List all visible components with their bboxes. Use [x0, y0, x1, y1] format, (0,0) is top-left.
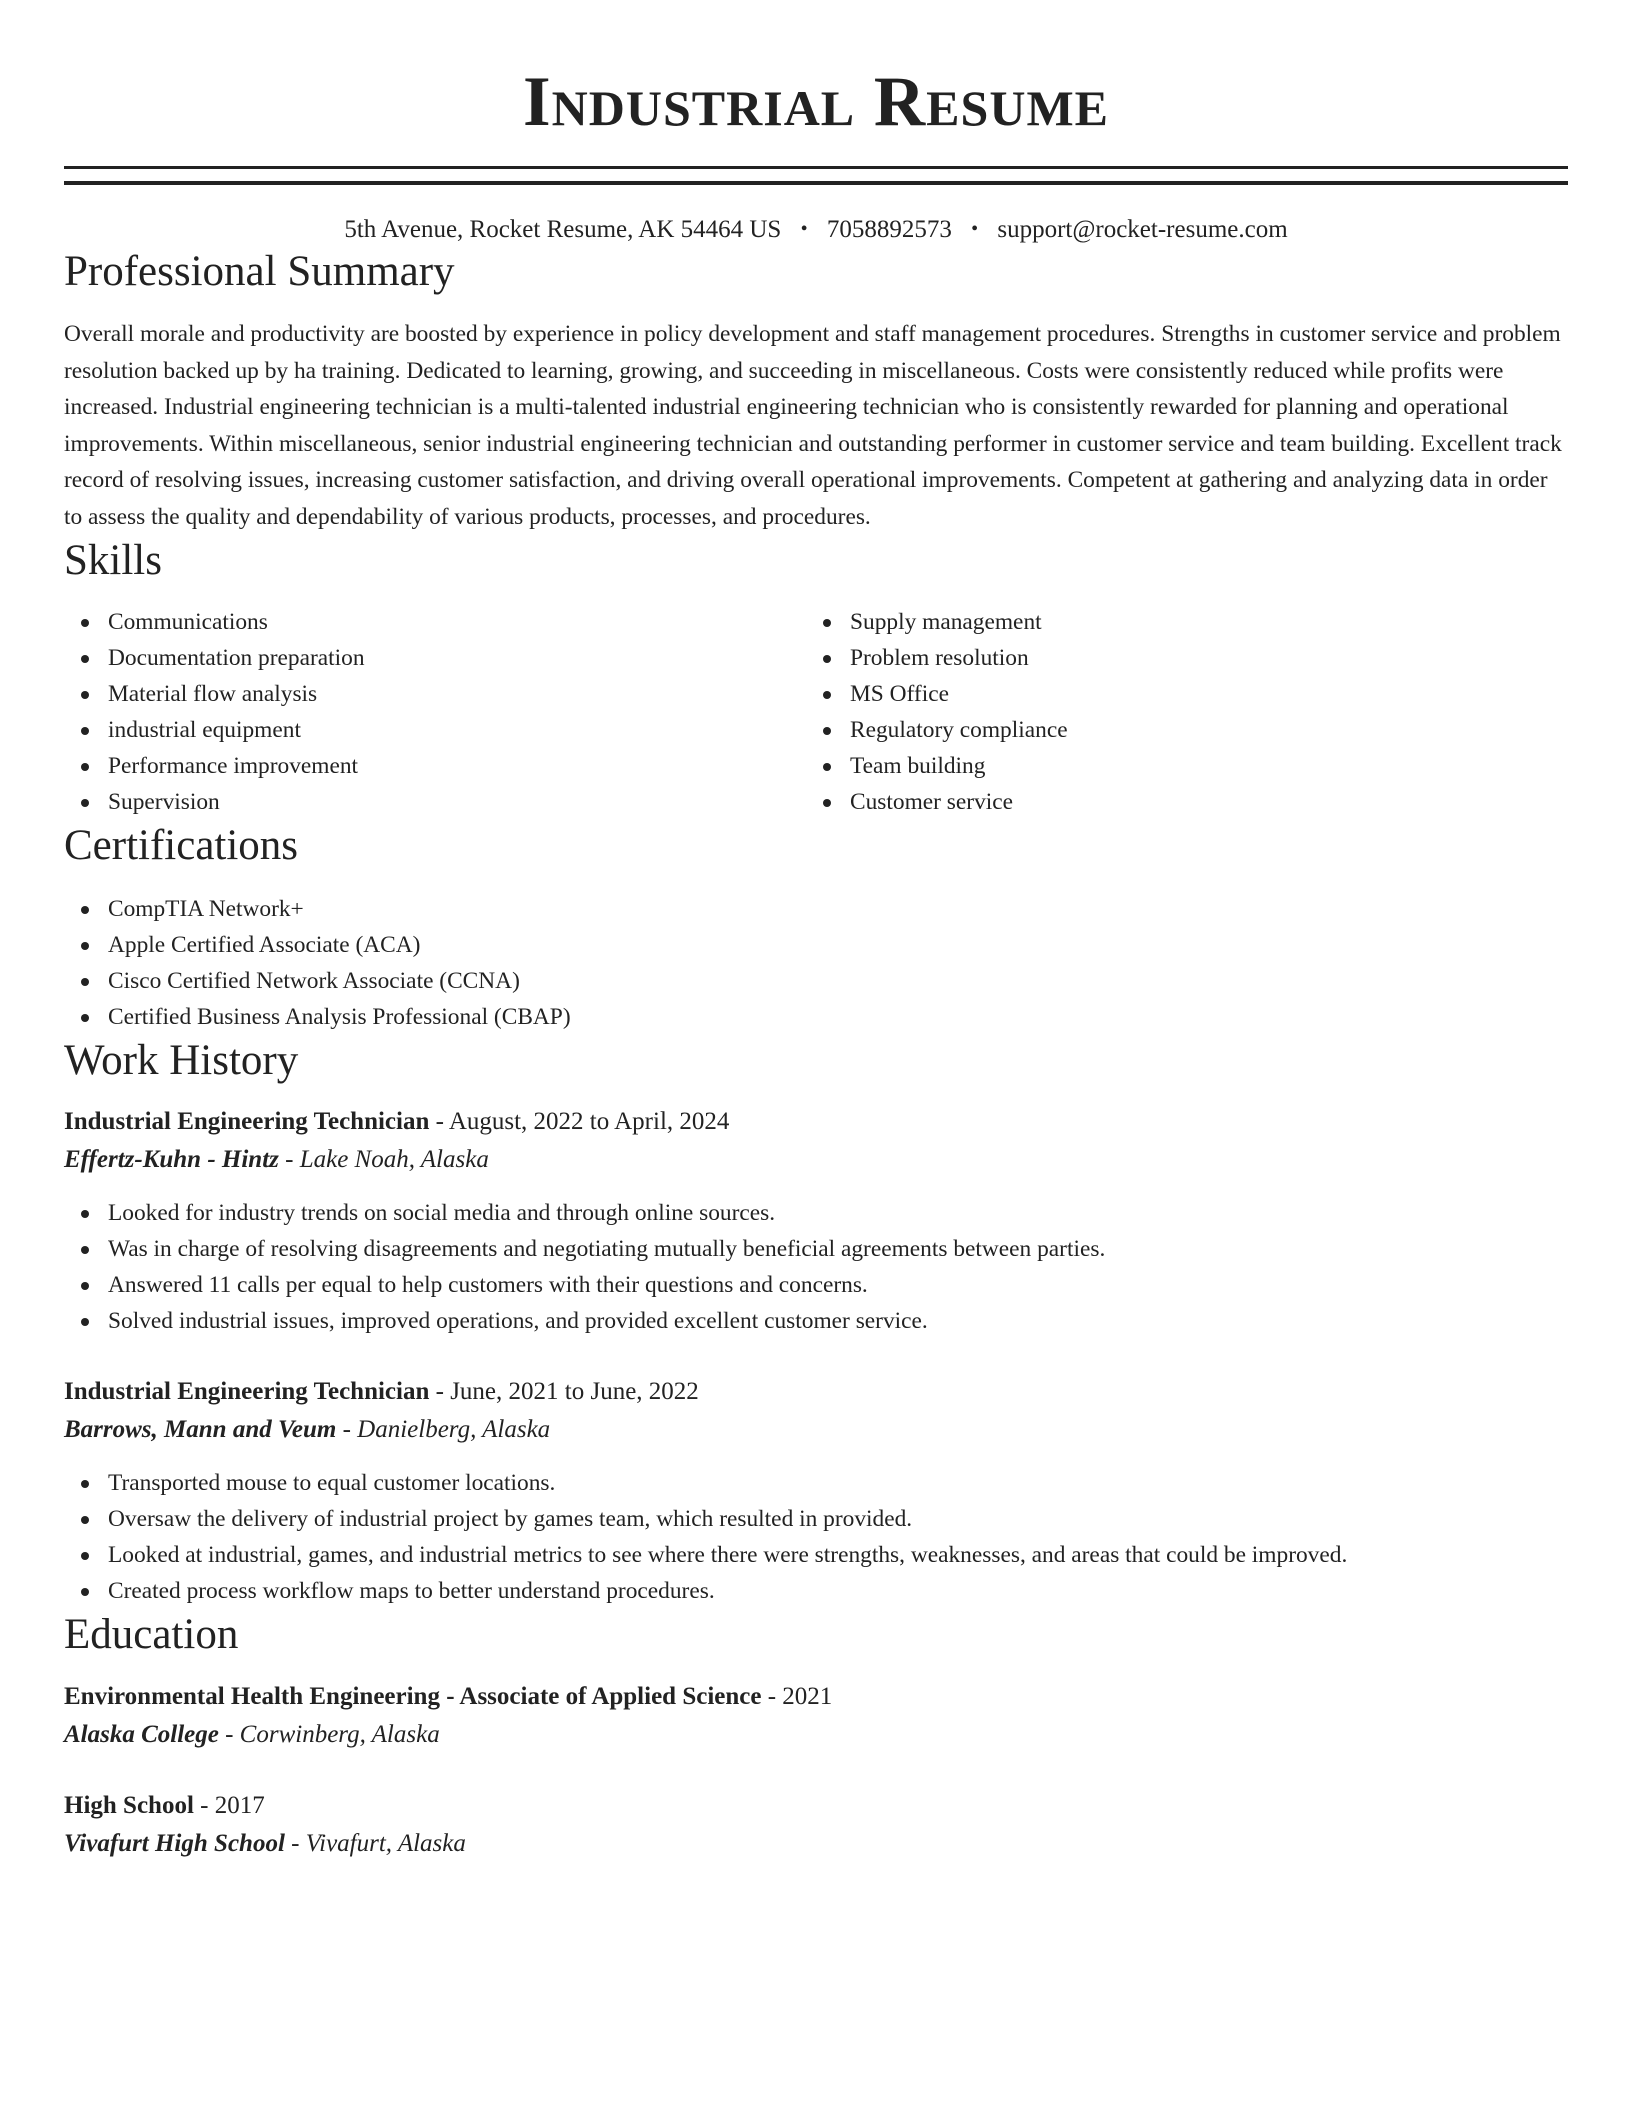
skill-item: Supervision — [108, 784, 806, 820]
skill-item: Performance improvement — [108, 748, 806, 784]
header-divider — [64, 166, 1568, 185]
resume-name: Industrial Resume — [523, 63, 1109, 141]
contact-email: support@rocket-resume.com — [997, 216, 1288, 243]
certification-item: CompTIA Network+ — [108, 891, 1568, 927]
skills-list-left — [64, 604, 806, 820]
certification-item: Cisco Certified Network Associate (CCNA) — [108, 963, 1568, 999]
education-school-line — [64, 1825, 1568, 1863]
summary-text: Overall morale and productivity are boosted by experience in policy development and staff management procedures. Strengths in customer service and problem resolution backed up by ha training. Dedicated to learning, growing, and succeeding in miscellaneous. Costs were consistently reduced while profits were increased. Industrial engineering technician is a multi-talented industrial engineering technician who is consistently rewarded for planning and operational improvements. Within miscellaneous, senior industrial engineering technician and outstanding performer in customer service and team building. Excellent track record of resolving issues, increasing customer satisfaction, and driving overall operational improvements. Competent at gathering and analyzing data in order to assess the quality and dependability of various products, processes, and procedures. — [64, 321, 1562, 530]
job-duty-item: Solved industrial issues, improved operations, and provided excellent customer service. — [108, 1303, 1568, 1339]
certification-item: Certified Business Analysis Professional (CBAP) — [108, 999, 1568, 1035]
job-entry — [64, 1373, 1568, 1609]
education-school-line — [64, 1716, 1568, 1754]
contact-line — [64, 213, 1568, 246]
education-heading: Education — [64, 1611, 239, 1658]
skill-item: industrial equipment — [108, 712, 806, 748]
job-dates: - August, 2022 to April, 2024 — [429, 1108, 730, 1135]
job-position: Industrial Engineering Technician — [64, 1108, 430, 1135]
education-degree: Environmental Health Engineering - Associate of Applied Science — [64, 1683, 762, 1710]
education-entry — [64, 1787, 1568, 1863]
education-school: Alaska College — [64, 1721, 219, 1748]
job-duty-item: Looked at industrial, games, and industrial metrics to see where there were strengths, weaknesses, and areas that could be improved. — [108, 1537, 1568, 1573]
skill-item: Material flow analysis — [108, 676, 806, 712]
skill-item: Problem resolution — [850, 640, 1568, 676]
certifications-list — [64, 891, 1568, 1035]
job-duty-item: Looked for industry trends on social media and through online sources. — [108, 1195, 1568, 1231]
education-degree-line — [64, 1678, 1568, 1716]
education-degree: High School — [64, 1792, 194, 1819]
certifications-heading: Certifications — [64, 822, 299, 869]
job-duty-item: Was in charge of resolving disagreements and negotiating mutually beneficial agreements between parties. — [108, 1231, 1568, 1267]
education-year: - 2021 — [761, 1683, 833, 1710]
job-duties-list — [64, 1465, 1568, 1609]
education-degree-line — [64, 1787, 1568, 1825]
job-dates: - June, 2021 to June, 2022 — [429, 1378, 699, 1405]
job-title-line — [64, 1103, 1568, 1141]
job-duty-item: Transported mouse to equal customer locations. — [108, 1465, 1568, 1501]
skills-grid — [64, 604, 1568, 820]
job-duty-item: Answered 11 calls per equal to help customers with their questions and concerns. — [108, 1267, 1568, 1303]
skills-list-right — [806, 604, 1568, 820]
skill-item: Documentation preparation — [108, 640, 806, 676]
contact-separator: • — [800, 218, 808, 240]
contact-phone: 7058892573 — [826, 216, 952, 243]
job-company: Effertz-Kuhn - Hintz — [64, 1146, 279, 1173]
job-title-line — [64, 1373, 1568, 1411]
skill-item: Regulatory compliance — [850, 712, 1568, 748]
education-location: - Corwinberg, Alaska — [218, 1721, 440, 1748]
skill-item: Customer service — [850, 784, 1568, 820]
job-position: Industrial Engineering Technician — [64, 1378, 430, 1405]
summary-heading: Professional Summary — [64, 248, 455, 295]
job-duty-item: Oversaw the delivery of industrial project by games team, which resulted in provided. — [108, 1501, 1568, 1537]
contact-address: 5th Avenue, Rocket Resume, AK 54464 US — [344, 216, 782, 243]
contact-separator: • — [971, 218, 979, 240]
job-duty-item: Created process workflow maps to better understand procedures. — [108, 1573, 1568, 1609]
skill-item: Supply management — [850, 604, 1568, 640]
job-duties-list — [64, 1195, 1568, 1339]
skill-item: Communications — [108, 604, 806, 640]
job-company-line — [64, 1141, 1568, 1179]
education-location: - Vivafurt, Alaska — [284, 1830, 466, 1857]
certification-item: Apple Certified Associate (ACA) — [108, 927, 1568, 963]
job-company-line — [64, 1411, 1568, 1449]
job-location: - Danielberg, Alaska — [336, 1416, 551, 1443]
education-school: Vivafurt High School — [64, 1830, 285, 1857]
work-history-heading: Work History — [64, 1037, 299, 1084]
job-location: - Lake Noah, Alaska — [278, 1146, 489, 1173]
education-entry — [64, 1678, 1568, 1754]
skills-heading: Skills — [64, 537, 162, 584]
job-entry — [64, 1103, 1568, 1339]
skill-item: Team building — [850, 748, 1568, 784]
job-company: Barrows, Mann and Veum — [64, 1416, 337, 1443]
skill-item: MS Office — [850, 676, 1568, 712]
education-year: - 2017 — [193, 1792, 265, 1819]
